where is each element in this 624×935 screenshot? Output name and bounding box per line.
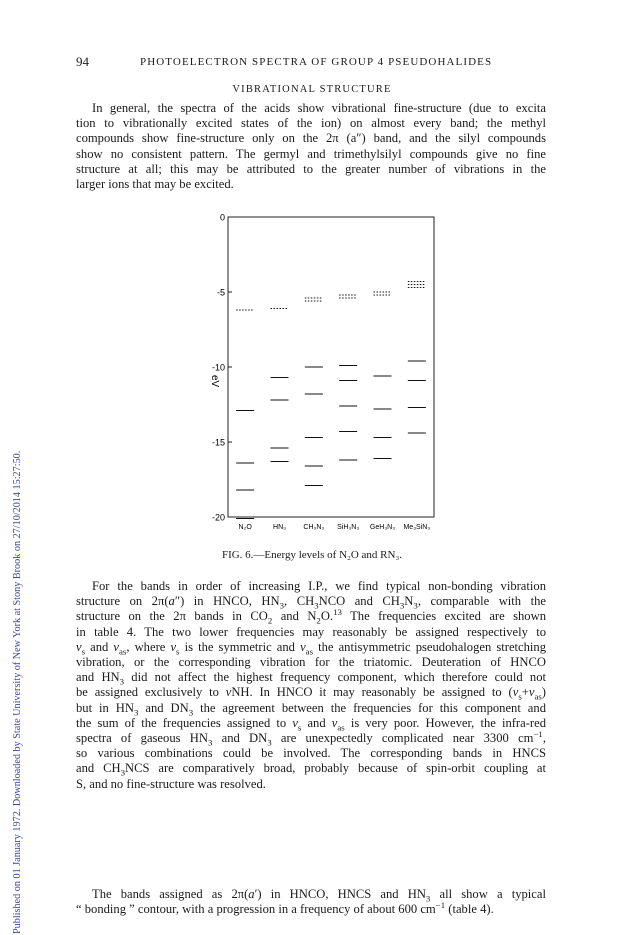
text-line: For the bands in order of increasing I.P., we find typical non-bonding vibration <box>92 579 546 593</box>
text-line: the sum of the frequencies assigned to $\nu_s$ and $\nu_{as}$ is very poor. However, the infra-red <box>76 715 546 733</box>
text-line: structure on 2π(a″) in HNCO, $HN_3$, $CH_3NCO$ and $CH_3N_3$, comparable with the <box>76 594 547 611</box>
text-line: in table 4. The two lower frequencies may reasonably be assigned respectively to <box>76 624 546 639</box>
text-line: larger ions that may be excited. <box>76 177 234 192</box>
text-line: so various combinations could be involved. The corresponding bands in HNCS <box>76 746 546 761</box>
x-category-label: Me₃SiN₃ <box>403 524 431 531</box>
text-line: and $HN_3$ did not affect the highest frequency component, which therefore could not <box>76 670 546 687</box>
y-axis-label: eV <box>209 375 220 388</box>
text-line: The bands assigned as 2π(a′) in HNCO, HNCS and $HN_3$ all show a typical <box>92 887 546 904</box>
page-number: 94 <box>76 54 89 69</box>
text-line: compounds show fine-structure only on the 2π (a″) band, and the silyl compounds <box>76 131 546 146</box>
text-line: vibration, or the corresponding vibration for the triatomic. Deuteration of HNCO <box>76 655 546 670</box>
text-line: and $CH_3NCS$ are comparatively broad, probably because of spin-orbit coupling at <box>76 761 547 778</box>
text-line: tion to vibrationally excited states of the ion) on almost every band; the methyl <box>76 116 546 131</box>
text-line: “ bonding ” contour, with a progression in a frequency of about 600 $cm^{-1}$ (table 4). <box>76 900 494 917</box>
text-line: structure at all; this may be attributed to the greater number of vibrations in the <box>76 161 546 176</box>
plot-frame <box>228 217 434 517</box>
text-line: show no consistent pattern. The germyl and trimethylsilyl compounds give no fine <box>76 146 546 161</box>
energy-level-figure <box>206 207 446 537</box>
text-line: be assigned exclusively to νNH. In HNCO it may reasonably be assigned to $(\nu_s+\nu_{as})$ <box>76 685 546 702</box>
text-line: $\nu_s$ and $\nu_{as}$, where $\nu_s$ is the symmetric and $\nu_{as}$ the antisymmetric pseudohalogen stretching <box>76 639 547 657</box>
y-tick-label: 0 <box>219 212 225 223</box>
paragraph-bonding <box>76 887 546 917</box>
x-category-label: N₂O <box>238 524 252 531</box>
download-notice: Published on 01 January 1972. Downloaded by State University of New York at Stony Brook on 27/10/2014 15:27:50. <box>12 450 23 934</box>
figure-caption: FIG. 6.—Energy levels of N₂O and RN₃. <box>221 549 403 561</box>
x-category-label: HN₃ <box>273 524 286 531</box>
paragraph-bands <box>76 579 546 792</box>
y-tick-label: -10 <box>211 362 225 373</box>
text-line: structure on the 2π bands in $CO_2$ and $N_2O.^{13}$ The frequencies excited are shown <box>76 607 546 626</box>
text-line: In general, the spectra of the acids show vibrational fine-structure (due to excita <box>92 101 546 115</box>
y-tick-label: -20 <box>211 512 225 523</box>
energy-level-diagram <box>206 207 446 537</box>
text-line: S, and no fine-structure was resolved. <box>76 776 266 791</box>
paragraph-vibrational <box>76 101 546 192</box>
y-tick-label: -15 <box>211 437 225 448</box>
x-category-label: GeH₃N₃ <box>369 524 396 531</box>
text-line: but in $HN_3$ and $DN_3$ the agreement between the frequencies for this component and <box>76 700 546 718</box>
y-tick-label: -5 <box>216 287 225 298</box>
x-category-label: SiH₃N₃ <box>337 524 360 531</box>
section-heading: VIBRATIONAL STRUCTURE <box>232 84 392 95</box>
x-category-label: CH₃N₃ <box>303 524 325 531</box>
text-line: spectra of gaseous $HN_3$ and $DN_3$ are unexpectedly complicated near 3300 $cm^{-1}$, <box>76 728 546 748</box>
running-head: PHOTOELECTRON SPECTRA OF GROUP 4 PSEUDOHALIDES <box>140 56 493 68</box>
